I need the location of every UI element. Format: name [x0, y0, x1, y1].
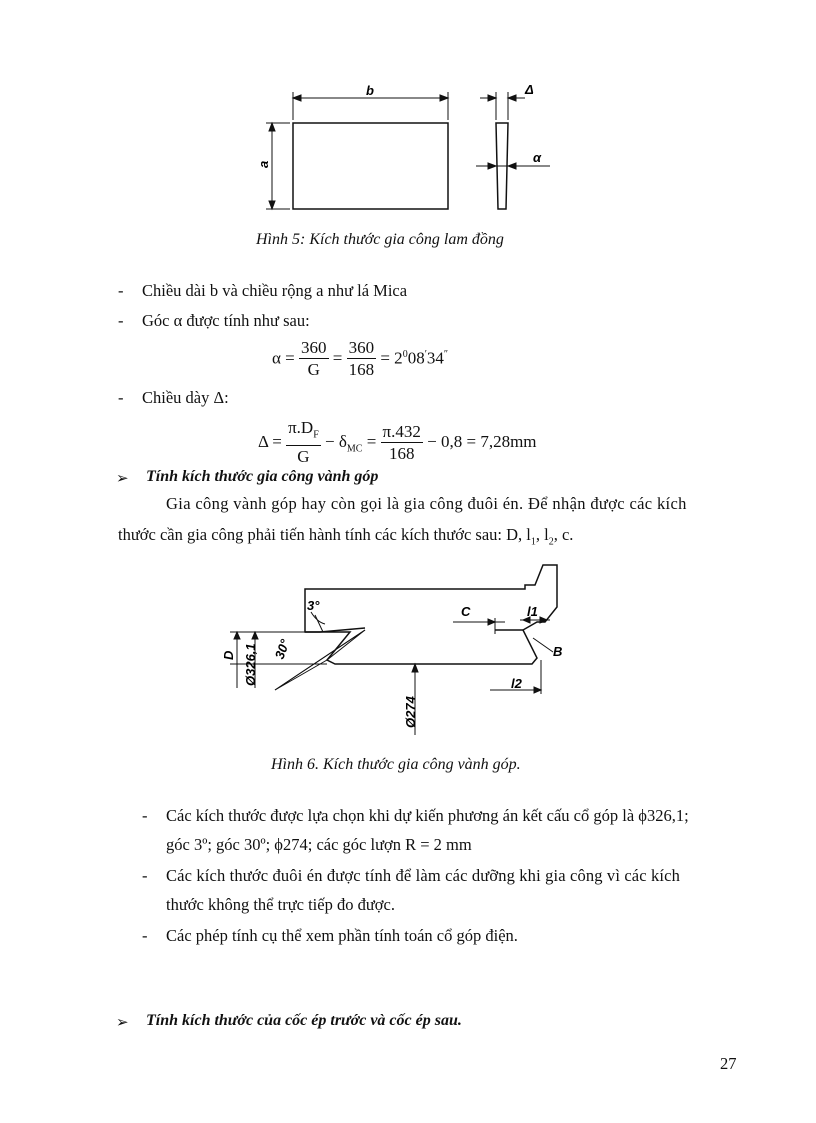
bullet-dash: -: [142, 866, 148, 885]
figure-6-caption: Hình 6. Kích thước gia công vành góp.: [271, 756, 521, 773]
bullet-item: Các kích thước được lựa chọn khi dự kiến phương án kết cấu cổ góp là ϕ326,1;: [166, 806, 689, 825]
label-l2: l2: [511, 676, 522, 691]
label-a: a: [256, 160, 271, 168]
bullet-dash: -: [142, 806, 148, 825]
label-l1: l1: [527, 604, 538, 619]
bullet-item: Góc α được tính như sau:: [142, 311, 310, 330]
label-274: Ø274: [403, 696, 418, 728]
figure-5-caption: Hình 5: Kích thước gia công lam đồng: [256, 231, 504, 248]
bullet-dash: -: [142, 926, 148, 945]
section-heading: Tính kích thước của cốc ép trước và cốc ép sau.: [146, 1012, 462, 1029]
bullet-dash: -: [118, 311, 124, 330]
bullet-item-cont: góc 3º; góc 30º; ϕ274; các góc lượn R = 2 mm: [166, 835, 472, 854]
bullet-item: Chiều dày Δ:: [142, 388, 229, 407]
label-3deg: 3°: [307, 598, 320, 613]
bullet-dash: -: [118, 388, 124, 407]
figure-5-diagram: [250, 80, 570, 220]
bullet-item: Các phép tính cụ thể xem phần tính toán cổ góp điện.: [166, 926, 518, 945]
equation-alpha: α = $\frac{360}{G}$ = $\frac{360}{168}$ = $2^008'34''$: [272, 338, 449, 379]
label-alpha: α: [533, 150, 542, 165]
arrow-bullet: ➢: [116, 1015, 129, 1031]
section-heading: Tính kích thước gia công vành góp: [146, 468, 379, 485]
label-B: B: [553, 644, 563, 659]
arrow-bullet: ➢: [116, 471, 129, 487]
label-C: C: [461, 604, 471, 619]
label-b: b: [366, 83, 374, 98]
figure-6-diagram: [205, 560, 585, 740]
bullet-item-cont: thước không thể trực tiếp đo được.: [166, 895, 395, 914]
bullet-dash: -: [118, 281, 124, 300]
label-30deg: 30°: [271, 637, 293, 662]
equation-delta: Δ = $\frac{\pi.D_F}{G}$ − $\delta_{MC}$ = $\frac{\pi.432}{168}$ − 0,8 = 7,28mm: [258, 418, 537, 467]
label-326: Ø326,1: [243, 643, 258, 686]
label-D: D: [221, 650, 236, 660]
page-number: 27: [720, 1054, 737, 1073]
paragraph-line: Gia công vành góp hay còn gọi là gia công đuôi én. Để nhận được các kích: [166, 494, 687, 513]
bullet-item: Các kích thước đuôi én được tính để làm các dưỡng khi gia công vì các kích: [166, 866, 681, 885]
paragraph-line: thước cần gia công phải tiến hành tính các kích thước sau: D, $l_1$, $l_2$, c.: [118, 525, 574, 548]
bullet-item: Chiều dài b và chiều rộng a như lá Mica: [142, 281, 408, 300]
label-delta: Δ: [525, 82, 534, 97]
